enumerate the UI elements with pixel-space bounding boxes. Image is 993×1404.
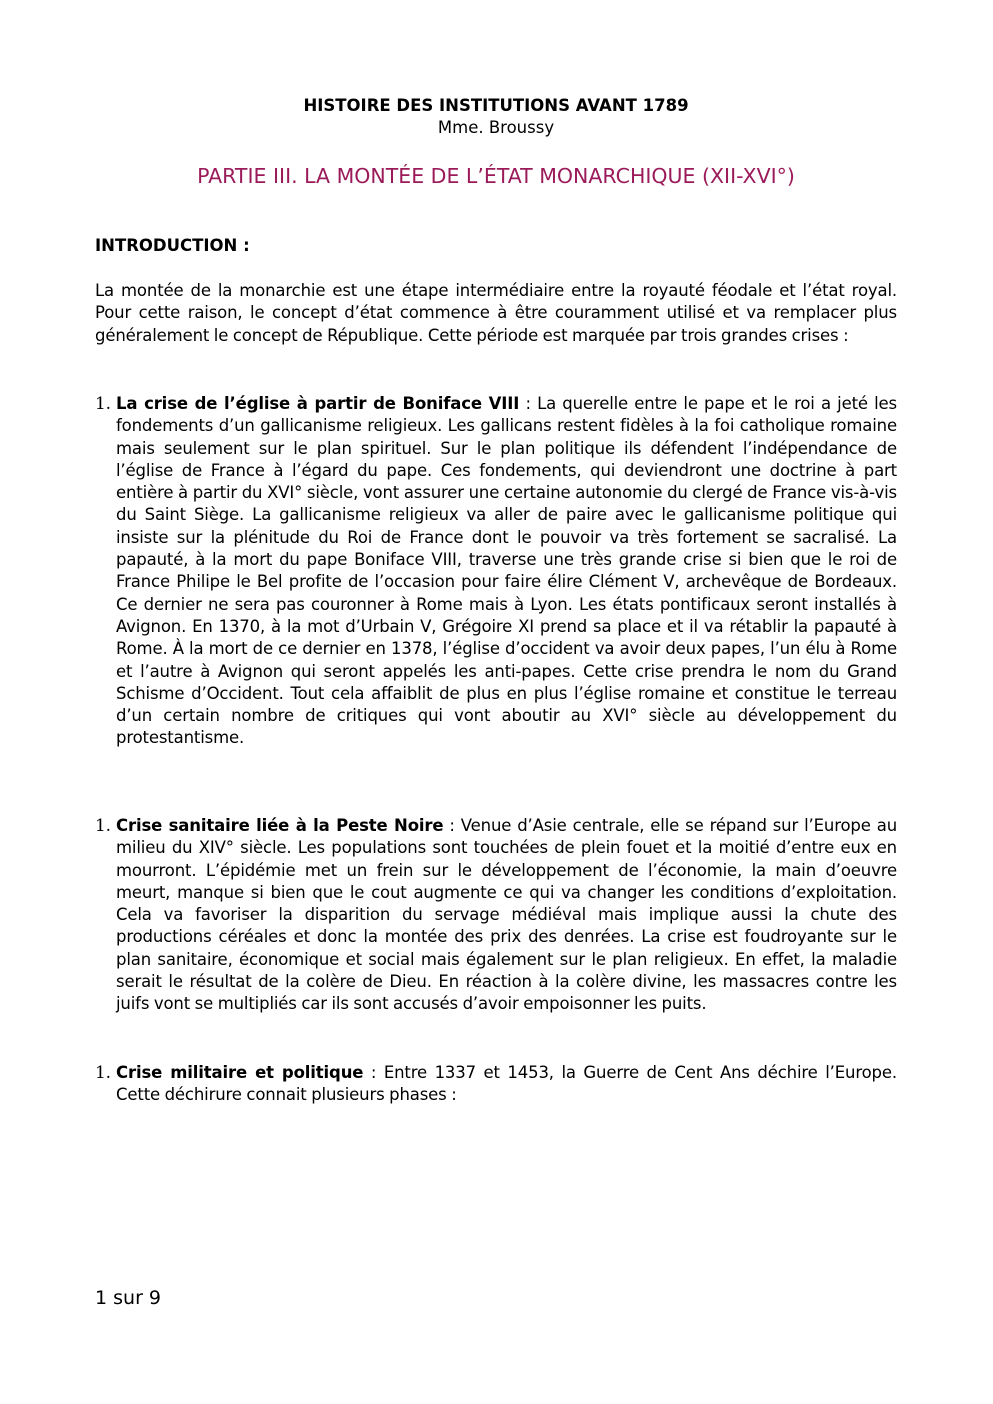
list-item-lead: Crise militaire et politique bbox=[116, 1063, 364, 1082]
course-title: HISTOIRE DES INSTITUTIONS AVANT 1789 bbox=[303, 96, 689, 115]
list-item-plague-crisis bbox=[95, 815, 897, 1016]
list-item-body bbox=[116, 815, 897, 1016]
introduction-heading: INTRODUCTION : bbox=[95, 236, 250, 255]
part-title: PARTIE III. LA MONTÉE DE L’ÉTAT MONARCHIQUE (XII-XVI°) bbox=[197, 164, 795, 188]
author-name: Mme. Broussy bbox=[437, 118, 555, 137]
list-item-military-crisis bbox=[95, 1062, 897, 1107]
list-item-text: : Venue d’Asie centrale, elle se répand sur l’Europe au milieu du XIV° siècle. Les populations sont touchées de plein fouet et la moitié d’entre eux en mourront. L’épidémie met un frein sur le développement de l’économie, la main d’oeuvre meurt, manque si bien que le cout augmente ce qui va changer les conditions d’exploitation. Cela va favoriser la disparition du servage médiéval mais implique aussi la chute des productions céréales et donc la montée des prix des denrées. La crise est foudroyante sur le plan sanitaire, économique et social mais également sur le plan religieux. En effet, la maladie serait le résultat de la colère de Dieu. En réaction à la colère divine, les massacres contre les juifs vont se multipliés car ils sont accusés d’avoir empoisonner les puits. bbox=[116, 816, 898, 1014]
page-indicator: 1 sur 9 bbox=[95, 1287, 162, 1309]
list-item-body bbox=[116, 393, 897, 750]
introduction-paragraph: La montée de la monarchie est une étape intermédiaire entre la royauté féodale et l’état royal. Pour cette raison, le concept d’état commence à être couramment utilisé et va remplacer plus généralement le concept de République. Cette période est marquée par trois grandes crises : bbox=[95, 281, 897, 345]
list-item-text: : Entre 1337 et 1453, la Guerre de Cent Ans déchire l’Europe. Cette déchirure connait plusieurs phases : bbox=[116, 1063, 897, 1105]
list-item-body bbox=[116, 1062, 897, 1107]
list-number: 1. bbox=[95, 1063, 111, 1083]
list-item-church-crisis bbox=[95, 393, 897, 750]
list-item-lead: La crise de l’église à partir de Boniface VIII bbox=[116, 394, 520, 413]
list-number: 1. bbox=[95, 816, 111, 836]
list-number: 1. bbox=[95, 394, 111, 414]
list-item-lead: Crise sanitaire liée à la Peste Noire bbox=[116, 816, 444, 835]
list-item-text: : La querelle entre le pape et le roi a jeté les fondements d’un gallicanisme religieux. Les gallicans restent fidèles à la foi catholique romaine mais seulement sur le plan spirituel. Sur le plan politique ils défendent l’indépendance de l’église de France à l’égard du pape. Ces fondements, qui deviendront une doctrine à part entière à partir du XVI° siècle, vont assurer une certaine autonomie du clergé de France vis-à-vis du Saint Siège. La gallicanisme religieux va aller de paire avec le gallicanisme politique qui insiste sur la plénitude du Roi de France dont le pouvoir va très fortement se sacralisé. La papauté, à la mort du pape Boniface VIII, traverse une très grande crise si bien que le roi de France Philipe le Bel profite de l’occasion pour faire élire Clément V, archevêque de Bordeaux. Ce dernier ne sera pas couronner à Rome mais à Lyon. Les états pontificaux seront installés à Avignon. En 1370, à la mot d’Urbain V, Grégoire XI prend sa place et il va rétablir la papauté à Rome. À la mort de ce dernier en 1378, l’église d’occident va avoir deux papes, l’un élu à Rome et l’autre à Avignon qui seront appelés les anti-papes. Cette crise prendra le nom du Grand Schisme d’Occident. Tout cela affaiblit de plus en plus l’église romaine et constitue le terreau d’un certain nombre de critiques qui vont aboutir au XVI° siècle au développement du protestantisme. bbox=[116, 394, 897, 748]
